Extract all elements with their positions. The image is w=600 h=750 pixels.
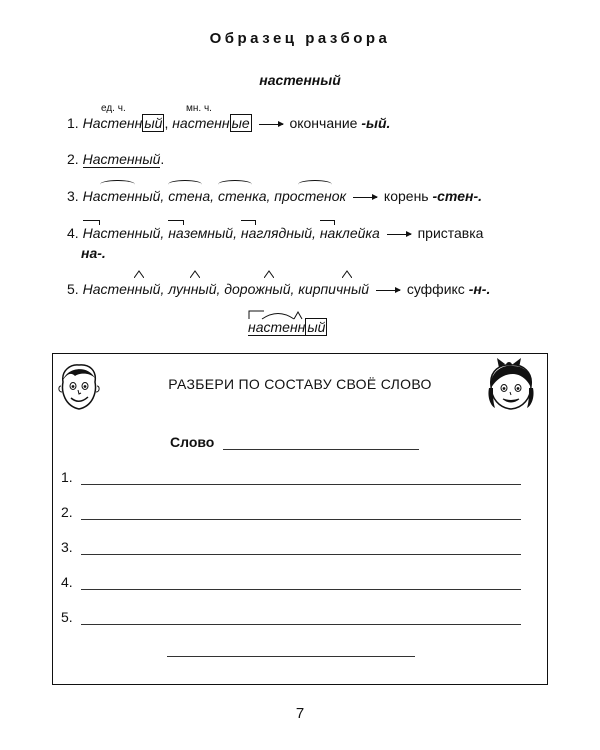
prefix-mark-icon [241,220,257,225]
answer-line-5[interactable] [81,624,521,625]
arrow-icon [353,197,377,198]
analysis-line-5: 5. Настен ный, лун ный, дорож ный, кирпич ный суффикс -н-. [67,280,490,298]
stem-underline: Настенный [82,151,161,167]
word-input-line[interactable] [223,449,419,450]
row-number: 5. [61,609,73,625]
prefix-mark-icon [168,220,184,225]
word-stem: Настенн [82,115,143,131]
row-number: 2. [61,504,73,520]
page-title: Образец разбора [209,30,391,47]
analysis-line-4-cont [81,244,106,262]
morpheme-suffix: -н-. [468,281,491,297]
suffix-mark-icon [134,270,144,278]
suffix-mark-icon [264,270,274,278]
row-number: 3. [61,539,73,555]
ending-box: ый [144,115,163,131]
morpheme-prefix: на-. [81,245,106,261]
scheme-ending-box: ый [307,319,326,335]
page-number: 7 [295,705,305,722]
row-number: 4. [61,574,73,590]
scheme-input-line[interactable] [167,656,415,657]
analysis-line-1: 1. Настенн ый , настенн ые окончание -ый. [67,115,391,131]
root-arc-icon [218,180,252,189]
suffix-mark-icon [342,270,352,278]
analysis-line-2: 2. Настенный. [67,151,165,167]
root-arc-icon [100,180,134,189]
morpheme-scheme [248,318,327,336]
arrow-icon [387,234,411,235]
root-arc-icon [168,180,202,189]
analysis-line-4: 4. Настенный, наземный, наглядный, наклейка приставка [67,224,483,242]
morpheme-root: -стен-. [432,188,482,204]
answer-line-1[interactable] [81,484,521,485]
root-arc-icon [298,180,332,189]
answer-line-2[interactable] [81,519,521,520]
analysis-line-3: 3. На стенный, стена, стенка, про стенок корень -стен-. [67,187,482,205]
answer-line-4[interactable] [81,589,521,590]
scheme-stem: настенн [248,319,306,335]
prefix-mark-icon [320,220,336,225]
suffix-mark-icon [190,270,200,278]
morpheme-ending: -ый. [361,115,391,131]
prefix-mark-icon [83,220,101,225]
worksheet-frame [52,353,548,685]
label-plural: мн. ч. [186,103,212,114]
arrow-icon [259,124,283,125]
ending-box: ые [231,115,250,131]
answer-line-3[interactable] [81,554,521,555]
sample-word: настенный [259,72,341,88]
row-number: 1. [61,469,73,485]
label-singular: ед. ч. [101,103,126,114]
word-stem: настенн [172,115,230,131]
arrow-icon [376,290,400,291]
scheme-marks-icon [248,308,354,320]
word-label: Слово [170,434,215,450]
worksheet-title: РАЗБЕРИ ПО СОСТАВУ СВОЁ СЛОВО [168,376,432,392]
